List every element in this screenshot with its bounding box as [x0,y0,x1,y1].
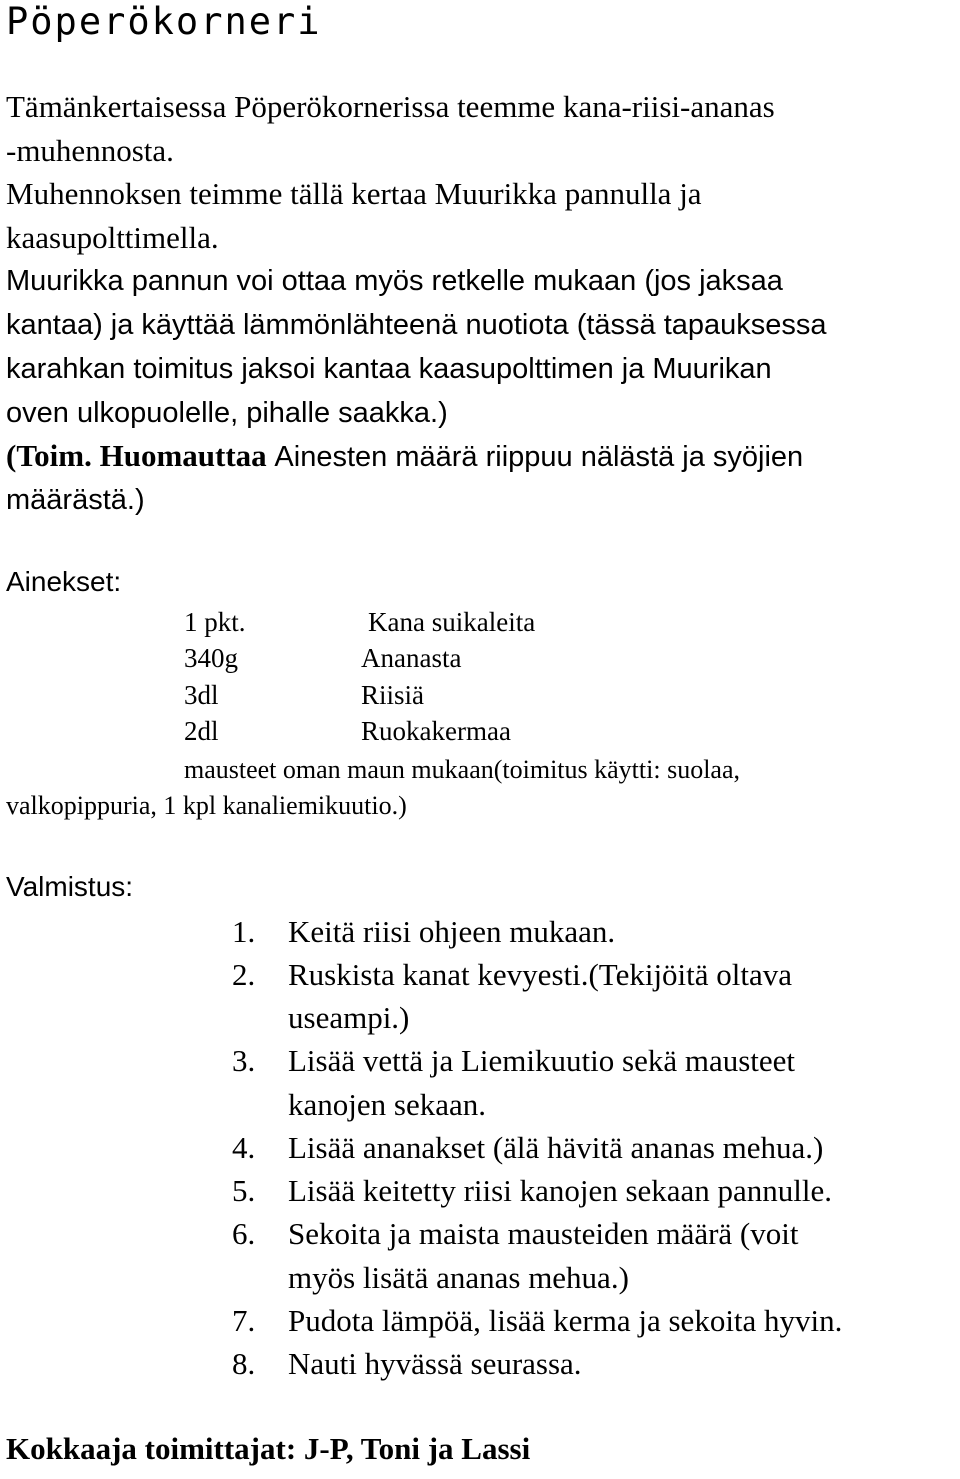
step-number: 4. [232,1130,256,1165]
ingredient-name: Riisiä [361,680,425,710]
editor-note-label: (Toim. [6,438,92,473]
step-text: Lisää ananakset (älä hävitä ananas mehua.) [288,1130,824,1165]
step-number: 2. [232,957,256,992]
intro-line: Muurikka pannun voi ottaa myös retkelle mukaan (jos jaksaa [6,265,783,297]
editor-note-line: määrästä.) [6,484,145,516]
intro-line: Muhennoksen teimme tällä kertaa Muurikka pannulla ja [6,176,702,211]
editor-note-text: Ainesten määrä riippuu nälästä ja syöjien [274,441,804,473]
step-number: 6. [232,1216,256,1251]
step-number: 1. [232,914,256,949]
step-text: Pudota lämpöä, lisää kerma ja sekoita hyvin. [288,1303,843,1338]
step-text: Nauti hyvässä seurassa. [288,1346,582,1381]
editor-note [6,434,803,479]
step-number: 5. [232,1173,256,1208]
intro-line: kaasupolttimella. [6,220,219,255]
ingredient-qty: 1 pkt. [184,607,246,637]
step-text: Keitä riisi ohjeen mukaan. [288,914,616,949]
step-number: 8. [232,1346,256,1381]
ingredient-qty: 2dl [184,716,219,746]
page-title: Pöperökorneri [6,0,322,43]
ingredients-heading: Ainekset: [6,566,122,597]
spices-line: valkopippuria, 1 kpl kanaliemikuutio.) [6,791,407,820]
intro-line: -muhennosta. [6,133,174,168]
intro-line: karahkan toimitus jaksoi kantaa kaasupolttimen ja Muurikan [6,353,772,385]
cooks-credit: Kokkaaja toimittajat: J-P, Toni ja Lassi [6,1431,531,1466]
step-text: Lisää keitetty riisi kanojen sekaan pannulle. [288,1173,833,1208]
intro-line: Tämänkertaisessa Pöperökornerissa teemme kana-riisi-ananas [6,89,775,124]
step-text: Sekoita ja maista mausteiden määrä (voit [288,1216,799,1251]
spices-line: mausteet oman maun mukaan(toimitus käytti: suolaa, [184,755,740,784]
step-text: Ruskista kanat kevyesti.(Tekijöitä oltava [288,957,793,992]
ingredient-name: Ruokakermaa [361,716,511,746]
ingredient-name: Kana suikaleita [368,607,536,637]
step-number: 3. [232,1043,256,1078]
ingredient-qty: 3dl [184,680,219,710]
preparation-heading: Valmistus: [6,871,134,902]
step-text: Lisää vettä ja Liemikuutio sekä mausteet [288,1043,796,1078]
ingredient-qty: 340g [184,643,238,673]
intro-line: kantaa) ja käyttää lämmönlähteenä nuotiota (tässä tapauksessa [6,309,827,341]
step-text-continued: myös lisätä ananas mehua.) [288,1260,629,1295]
ingredient-name: Ananasta [361,643,462,673]
step-text-continued: kanojen sekaan. [288,1087,486,1122]
step-text-continued: useampi.) [288,1000,410,1035]
step-number: 7. [232,1303,256,1338]
editor-note-verb: Huomauttaa [99,438,267,473]
intro-line: oven ulkopuolelle, pihalle saakka.) [6,397,448,429]
